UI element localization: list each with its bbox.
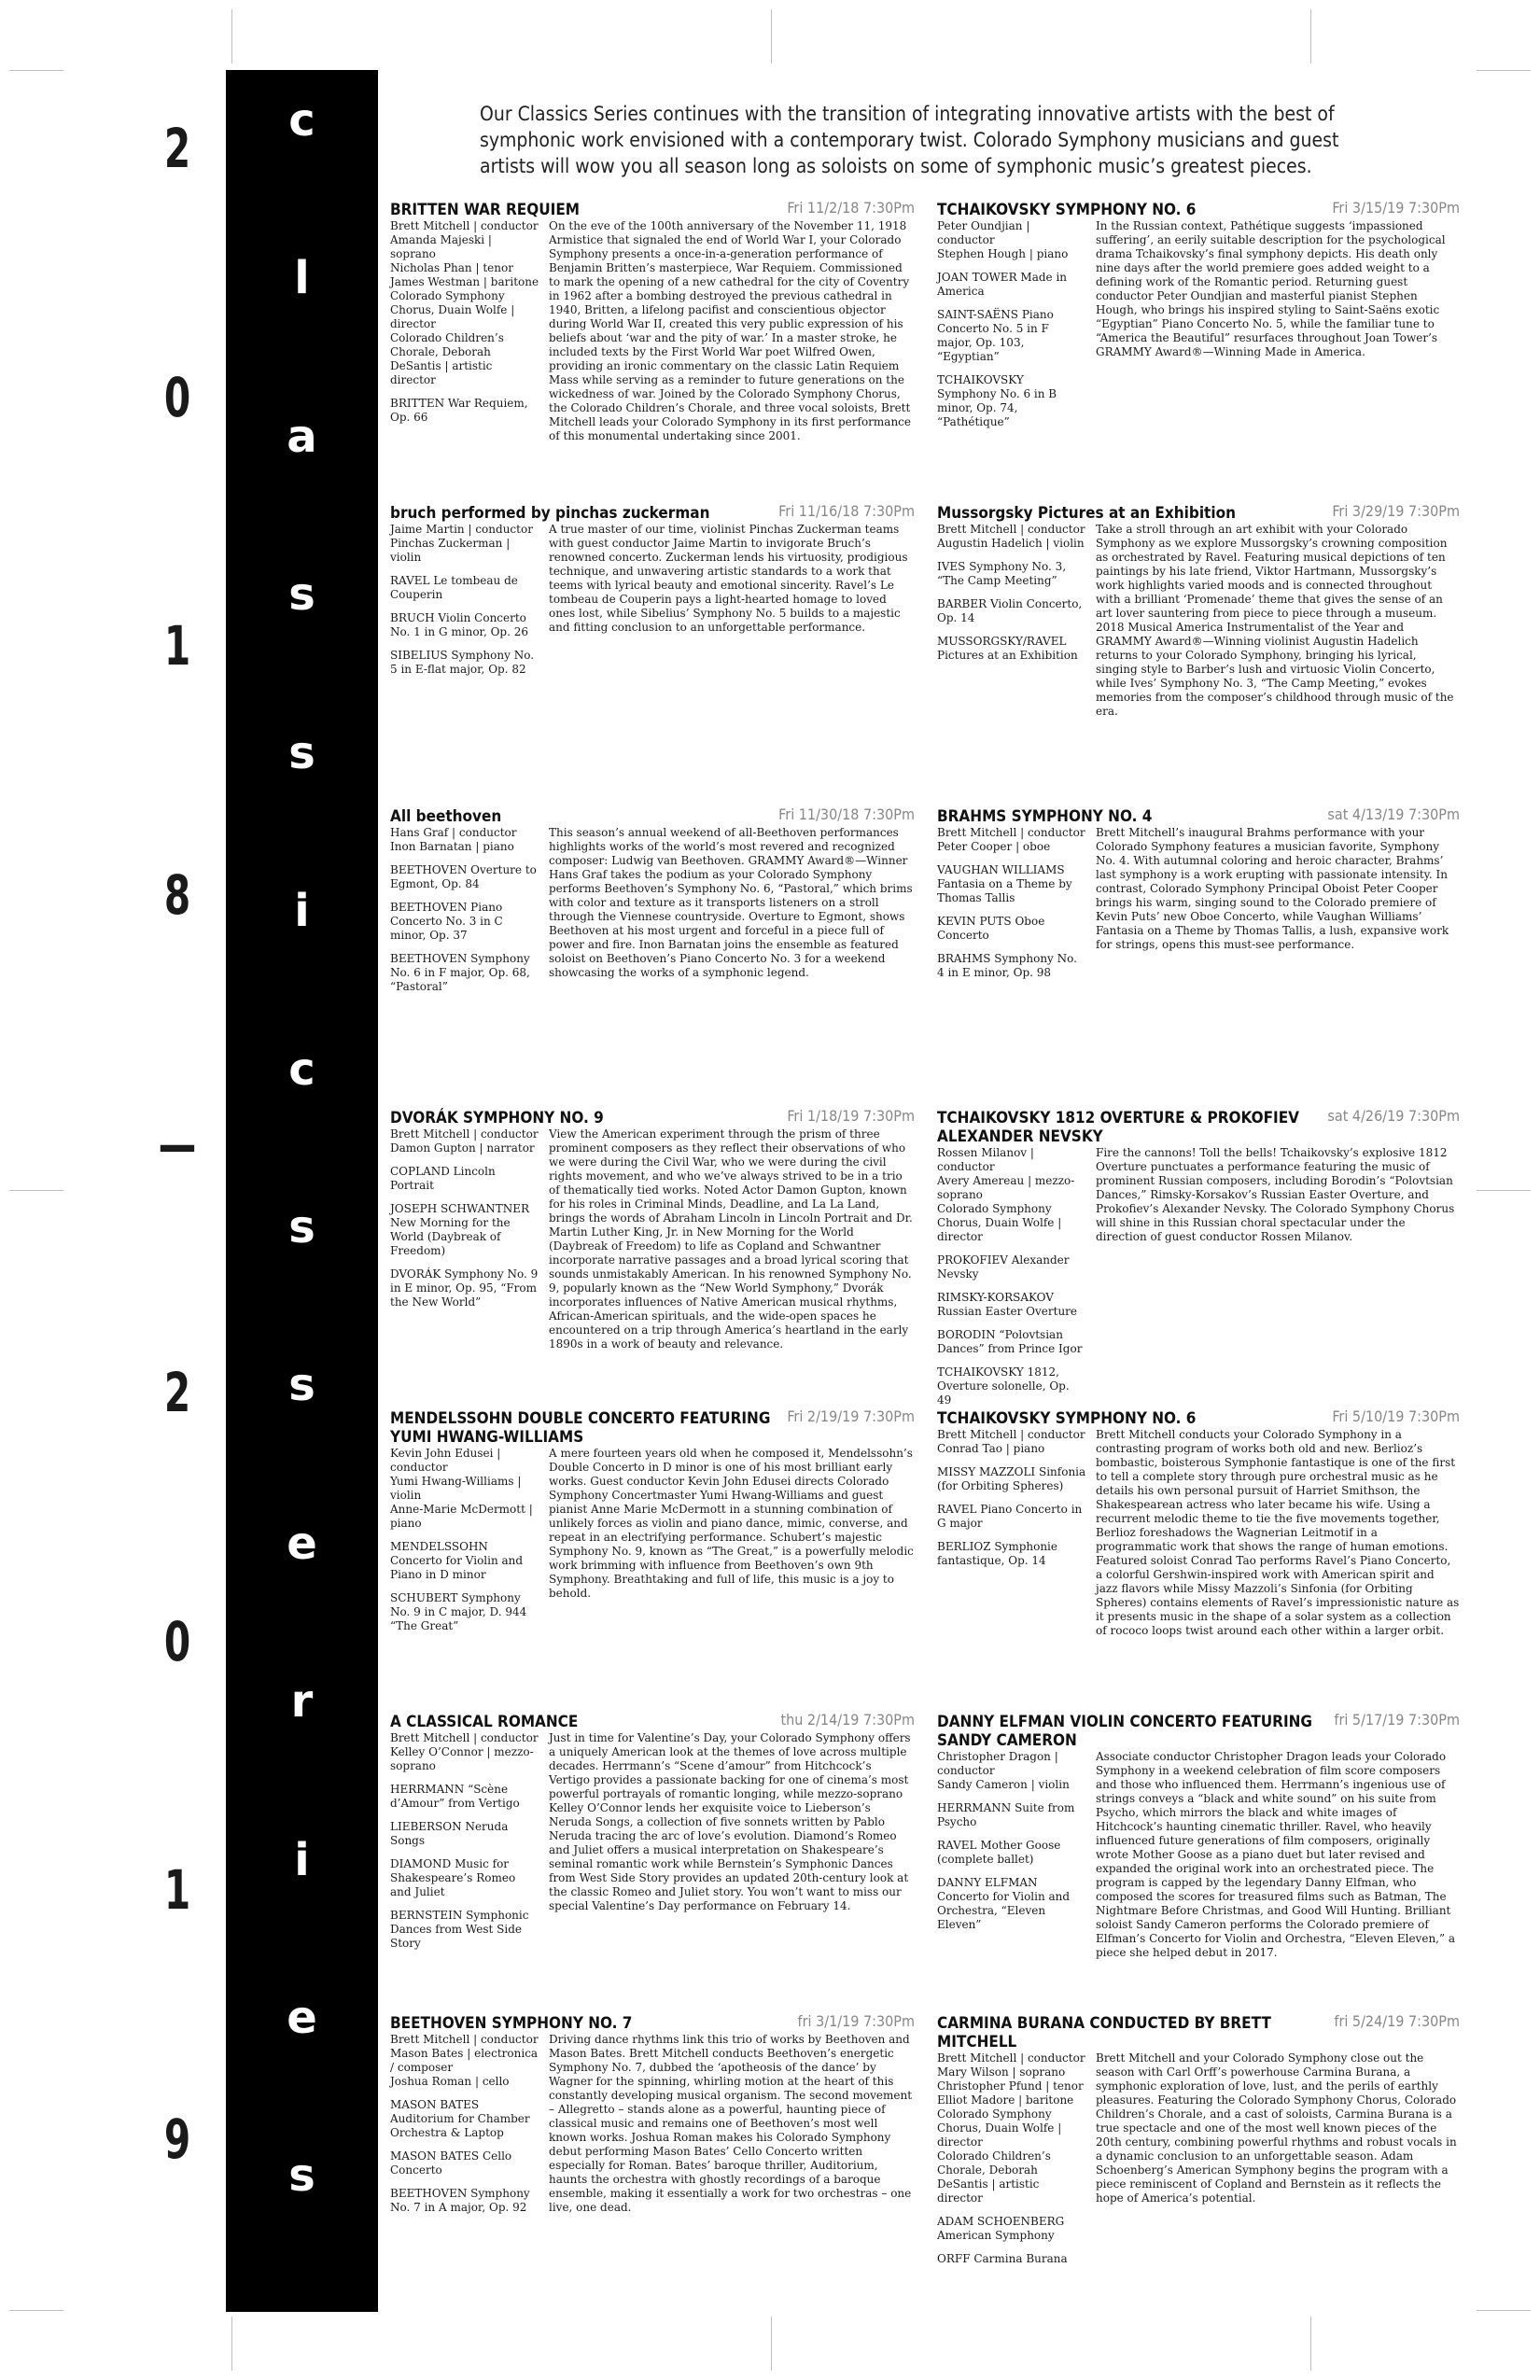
series-letter: s [288, 726, 315, 779]
year-digit: 2 [163, 1361, 191, 1425]
performer-list [937, 1750, 1086, 1792]
concert-credits [390, 2033, 539, 2224]
performer: Christopher Dragon | conductor [937, 1750, 1058, 1777]
performer: Nicholas Phan | tenor [390, 261, 513, 274]
program-piece: DANNY ELFMAN Concerto for Violin and Orchestra, “Eleven Eleven” [937, 1876, 1071, 1931]
performer-list [937, 826, 1086, 854]
program-piece: KEVIN PUTS Oboe Concerto [937, 915, 1045, 942]
series-letter: s [288, 2149, 315, 2203]
concert-credits [937, 826, 1086, 989]
performer: Brett Mitchell | conductor [937, 2051, 1085, 2065]
concert-header [937, 2014, 1460, 2051]
performer: Amanda Majeski | soprano [390, 233, 492, 260]
concert-listing [937, 807, 1460, 989]
crop-mark [1477, 70, 1531, 71]
year-digit: 1 [163, 614, 191, 679]
concert-title: MENDELSSOHN DOUBLE CONCERTO FEATURING YUMI HWANG-WILLIAMS [390, 1409, 771, 1447]
program-piece: BEETHOVEN Overture to Egmont, Op. 84 [390, 863, 537, 890]
concert-description: Take a stroll through an art exhibit with your Colorado Symphony as we explore Mussorgsky’s crowning composition as orchestrated by Ravel. Featuring musical depictions of ten paintings by his late friend, Viktor Hartmann, Mussorgsky’s work highlights varied moods and is connected throughout with a brilliant ‘Promenade’ theme that gives the sense of an art lover sauntering from piece to piece through a museum. 2018 Musical America Instrumentalist of the Year and GRAMMY Award®—Winning violinist Augustin Hadelich returns to your Colorado Symphony, bringing his lyrical, singing style to Barber’s lush and virtuosic Violin Concerto, while Ives’ Symphony No. 3, “The Camp Meeting,” evokes memories from the composer’s childhood through music of the era. [1096, 523, 1454, 718]
program-piece: TCHAIKOVSKY 1812, Overture solonelle, Op. 49 [937, 1365, 1070, 1407]
concert-listing [390, 1409, 915, 1643]
performer-list [937, 523, 1086, 551]
performer: Peter Cooper | oboe [937, 840, 1051, 853]
concert-listing [390, 504, 915, 686]
series-letter: s [288, 1359, 315, 1412]
performer-list [390, 1447, 539, 1531]
crop-mark [771, 2317, 772, 2371]
performer-list [390, 2033, 539, 2089]
concert-title: Mussorgsky Pictures at an Exhibition [937, 504, 1237, 523]
concert-description: Fire the cannons! Toll the bells! Tchaikovsky’s explosive 1812 Overture punctuates a performance featuring the music of prominent Russian composers, including Borodin’s “Polovtsian Dances,” Rimsky-Korsakov’s Russian Easter Overture, and Prokofiev’s Alexander Nevsky. The Colorado Symphony Chorus will shine in this Russian choral spectacular under the direction of guest conductor Rossen Milanov. [1096, 1146, 1455, 1243]
concert-date: fri 5/24/19 7:30Pm [1334, 2012, 1460, 2030]
program-piece: ADAM SCHOENBERG American Symphony [937, 2215, 1065, 2242]
program-piece: PROKOFIEV Alexander Nevsky [937, 1253, 1070, 1281]
concert-description: Brett Mitchell and your Colorado Symphony close out the season with Carl Orff’s powerhouse Carmina Burana, a symphonic exploration of love, lust, and the perils of earthly pleasures. Featuring the Colorado Symphony Chorus, Colorado Children’s Chorale, and a cast of soloists, Carmina Burana is a true spectacle and one of the most well known pieces of the 20th century, combining powerful rhythms and robust vocals in a dynamic conclusion to an unforgettable season. Adam Schoenberg’s American Symphony begins the program with a piece reminiscent of Copland and Bernstein as it reflects the hope of America’s potential. [1096, 2051, 1457, 2205]
year-digit: 8 [163, 862, 191, 927]
concert-credits [937, 2051, 1086, 2275]
program-piece: JOAN TOWER Made in America [937, 271, 1068, 298]
concert-title: A CLASSICAL ROMANCE [390, 1713, 579, 1731]
concert-listing [390, 2014, 915, 2224]
program-piece: BERNSTEIN Symphonic Dances from West Side Story [390, 1909, 529, 1950]
concert-date: Fri 11/16/18 7:30Pm [778, 502, 915, 520]
crop-mark [9, 1190, 63, 1191]
concert-date: Fri 2/19/19 7:30Pm [787, 1407, 915, 1425]
series-letter: e [287, 1517, 317, 1570]
concert-credits [937, 219, 1086, 439]
series-letter: a [287, 410, 317, 463]
performer: Brett Mitchell | conductor [937, 1428, 1085, 1441]
program-piece: RAVEL Piano Concerto in G major [937, 1503, 1083, 1530]
concert-description: Brett Mitchell conducts your Colorado Symphony in a contrasting program of works both old and new. Berlioz’s bombastic, boisterous Symphonie fantastique is one of the first to tell a complete story through pure orchestral music as he details his own personal pursuit of Harriet Smithson, the Shakespearean actress who later became his wife. Using a recurrent melodic theme to tie the five movements together, Berlioz foreshadows the Wagnerian Leitmotif in a programmatic work that shows the range of human emotions. Featured soloist Conrad Tao performs Ravel’s Piano Concerto, a colorful Gershwin-inspired work with American spirit and jazz flavors while Missy Mazzoli’s Sinfonia (for Orbiting Spheres) contains elements of Ravel’s impressionistic nature as it presents music in the shape of a solar system as a collection of rococo loops twist around each other within a larger orbit. [1096, 1428, 1460, 1637]
concert-body [937, 1146, 1460, 1417]
program-piece: DIAMOND Music for Shakespeare’s Romeo and Juliet [390, 1857, 516, 1898]
series-letter: s [288, 1200, 315, 1253]
concert-credits [390, 219, 539, 443]
concert-listing [937, 201, 1460, 439]
performer-list [390, 219, 539, 387]
concert-header [390, 504, 915, 523]
concert-credits [390, 1127, 539, 1351]
year-digit: 2 [163, 117, 191, 180]
program-piece: SCHUBERT Symphony No. 9 in C major, D. 944 “The Great” [390, 1591, 527, 1632]
program-piece: ORFF Carmina Burana [937, 2252, 1068, 2265]
concert-header [937, 201, 1460, 219]
performer: Kevin John Edusei | conductor [390, 1447, 501, 1474]
concert-header [390, 807, 915, 826]
performer: Conrad Tao | piano [937, 1442, 1045, 1455]
program-piece: BARBER Violin Concerto, Op. 14 [937, 597, 1083, 624]
concert-date: Fri 5/10/19 7:30Pm [1332, 1407, 1460, 1425]
performer-list [937, 2051, 1086, 2205]
performer: Augustin Hadelich | violin [937, 537, 1085, 550]
intro-text: Our Classics Series continues with the transition of integrating innovative artists with the best of symphonic work envisioned with a contemporary twist. Colorado Symphony musicians and guest artists will wow you all season long as soloists on some of symphonic music’s greatest pieces. [480, 103, 1339, 177]
program-piece: BEETHOVEN Symphony No. 6 in F major, Op. 68, “Pastoral” [390, 952, 530, 993]
program-piece: HERRMANN Suite from Psycho [937, 1801, 1075, 1828]
series-letter: e [287, 1992, 317, 2045]
concert-listing [937, 1713, 1460, 1960]
concert-title: DANNY ELFMAN VIOLIN CONCERTO FEATURING SANDY CAMERON [937, 1713, 1312, 1750]
concert-header [937, 504, 1460, 523]
concert-listing [390, 1109, 915, 1351]
concert-header [390, 201, 915, 219]
concert-header [937, 1409, 1460, 1428]
concert-body [937, 1750, 1460, 1960]
concert-body [390, 826, 915, 1003]
concert-header [937, 1713, 1460, 1750]
concert-date: fri 3/1/19 7:30Pm [797, 2012, 915, 2030]
program-piece: BORODIN “Polovtsian Dances” from Prince Igor [937, 1328, 1083, 1355]
program-piece: MENDELSSOHN Concerto for Violin and Piano in D minor [390, 1540, 524, 1581]
concert-body [937, 1428, 1460, 1638]
performer-list [390, 1127, 539, 1155]
crop-mark [771, 9, 772, 63]
performer: Colorado Symphony Chorus, Duain Wolfe | director [937, 2107, 1062, 2149]
concert-date: sat 4/26/19 7:30Pm [1327, 1107, 1460, 1125]
concert-description: Just in time for Valentine’s Day, your Colorado Symphony offers a uniquely American look at the themes of love across multiple decades. Herrmann’s “Scene d’amour” from Hitchcock’s Vertigo provides a passionate backing for one of cinema’s most powerful portrayals of romantic longing, while mezzo-soprano Kelley O’Connor lends her exquisite voice to Lieberson’s Neruda Songs, a collection of five sonnets written by Pablo Neruda tracing the arc of love’s evolution. Diamond’s Romeo and Juliet offers a musical interpretation on Shakespeare’s seminal romantic work while Bernstein’s Symphonic Dances from West Side Story provides an updated 20th-century look at the classic Romeo and Juliet story. You won’t want to miss our special Valentine’s Day performance on February 14. [549, 1731, 911, 1912]
concert-description: A mere fourteen years old when he composed it, Mendelssohn’s Double Concerto in D minor is one of his most brilliant early works. Guest conductor Kevin John Edusei directs Colorado Symphony Concertmaster Yumi Hwang-Williams and guest pianist Anne Marie McDermott in a stunning combination of unlikely forces as violin and piano dance, mimic, converse, and repeat in an electrifying performance. Schubert’s majestic Symphony No. 9, known as “The Great,” is a powerfully melodic work brimming with influence from Beethoven’s own 9th Symphony. Breathtaking and full of life, this music is a joy to behold. [549, 1447, 914, 1600]
concert-date: Fri 1/18/19 7:30Pm [787, 1107, 915, 1125]
crop-mark [231, 9, 232, 63]
concert-header [390, 2014, 915, 2033]
performer: Mary Wilson | soprano [937, 2065, 1066, 2079]
concert-description: A true master of our time, violinist Pinchas Zuckerman teams with guest conductor Jaime Martin to invigorate Bruch’s renowned concerto. Zuckerman lends his virtuosity, prodigious technique, and unwavering artistic standards to a work that teems with lyrical beauty and emotional sincerity. Ravel’s Le tombeau de Couperin pays a light-hearted homage to loved ones lost, while Sibelius’ Symphony No. 5 builds to a majestic and fitting conclusion to an unforgettable performance. [549, 523, 908, 634]
series-letter: c [288, 94, 315, 147]
crop-mark [9, 70, 63, 71]
performer: Yumi Hwang-Williams | violin [390, 1475, 522, 1502]
program-piece: BEETHOVEN Piano Concerto No. 3 in C minor, Op. 37 [390, 901, 503, 942]
performer: Mason Bates | electronica / composer [390, 2047, 539, 2074]
concert-title: TCHAIKOVSKY 1812 OVERTURE & PROKOFIEV ALEXANDER NEVSKY [937, 1109, 1300, 1146]
program-piece: VAUGHAN WILLIAMS Fantasia on a Theme by Thomas Tallis [937, 863, 1072, 904]
year-digit: — [158, 1112, 197, 1176]
concert-title: bruch performed by pinchas zuckerman [390, 504, 710, 523]
concert-title: BRAHMS SYMPHONY NO. 4 [937, 807, 1153, 826]
performer-list [390, 1731, 539, 1773]
concert-date: Fri 11/2/18 7:30Pm [787, 199, 915, 217]
performer: Rossen Milanov | conductor [937, 1146, 1034, 1173]
season-year-vertical [140, 117, 215, 2361]
concert-description: In the Russian context, Pathétique suggests ‘impassioned suffering’, an eerily suitable description for the psychological drama Tchaikovsky’s final symphony depicts. His death only nine days after the world premiere goes added weight to a defining work of the Romantic period. Returning guest conductor Peter Oundjian and masterful pianist Stephen Hough, who brings his inspired styling to Saint-Saëns exotic “Egyptian” Piano Concerto No. 5, while the familiar tune to “America the Beautiful” resurfaces throughout Joan Tower’s GRAMMY Award®—Winning Made in America. [1096, 219, 1446, 358]
concert-credits [390, 826, 539, 1003]
concert-body [937, 523, 1460, 719]
concert-date: sat 4/13/19 7:30Pm [1327, 805, 1460, 823]
concert-header [390, 1409, 915, 1447]
program-piece: SIBELIUS Symphony No. 5 in E-flat major, Op. 82 [390, 649, 535, 676]
performer: Brett Mitchell | conductor [937, 523, 1085, 536]
performer: Stephen Hough | piano [937, 247, 1069, 260]
concert-title: BRITTEN WAR REQUIEM [390, 201, 581, 219]
crop-mark [9, 2310, 63, 2311]
program-piece: BRAHMS Symphony No. 4 in E minor, Op. 98 [937, 952, 1077, 979]
performer: Jaime Martin | conductor [390, 523, 533, 536]
performer-list [937, 1146, 1086, 1244]
performer: Inon Barnatan | piano [390, 840, 514, 853]
concert-body [390, 2033, 915, 2224]
performer: Colorado Symphony Chorus, Duain Wolfe | director [937, 1202, 1062, 1243]
concert-body [390, 523, 915, 686]
performer: Brett Mitchell | conductor [390, 219, 539, 232]
performer: Avery Amereau | mezzo-soprano [937, 1174, 1075, 1201]
concert-listing [390, 201, 915, 443]
program-piece: BEETHOVEN Symphony No. 7 in A major, Op. 92 [390, 2187, 530, 2214]
program-piece: BRITTEN War Requiem, Op. 66 [390, 397, 528, 424]
concert-title: DVORÁK SYMPHONY NO. 9 [390, 1109, 604, 1127]
program-piece: MISSY MAZZOLI Sinfonia (for Orbiting Spheres) [937, 1465, 1086, 1492]
concert-body [937, 2051, 1460, 2275]
program-piece: MUSSORGSKY/RAVEL Pictures at an Exhibition [937, 635, 1078, 662]
concert-credits [390, 523, 539, 686]
concert-body [390, 1447, 915, 1643]
concert-date: Fri 3/29/19 7:30Pm [1332, 502, 1460, 520]
concert-credits [937, 523, 1086, 719]
concert-listing [937, 1109, 1460, 1417]
program-piece: TCHAIKOVSKY Symphony No. 6 in B minor, Op. 74, “Pathétique” [937, 373, 1057, 428]
program-piece: BERLIOZ Symphonie fantastique, Op. 14 [937, 1540, 1057, 1567]
series-letter: i [294, 1833, 310, 1886]
concert-body [937, 219, 1460, 439]
concert-title: BEETHOVEN SYMPHONY NO. 7 [390, 2014, 633, 2033]
concert-title: TCHAIKOVSKY SYMPHONY NO. 6 [937, 201, 1197, 219]
performer: Damon Gupton | narrator [390, 1141, 535, 1155]
concert-header [937, 1109, 1460, 1146]
concert-listing [937, 504, 1460, 719]
performer: Pinchas Zuckerman | violin [390, 537, 511, 564]
crop-mark [1310, 9, 1311, 63]
program-piece: DVORÁK Symphony No. 9 in E minor, Op. 95, “From the New World” [390, 1267, 539, 1309]
concert-description: On the eve of the 100th anniversary of the November 11, 1918 Armistice that signaled the end of World War I, your Colorado Symphony presents a once-in-a-generation performance of Benjamin Britten’s masterpiece, War Requiem. Commissioned to mark the opening of a new cathedral for the city of Coventry in 1962 after a bombing destroyed the previous cathedral in 1940, Britten, a lifelong pacifist and conscientious objector during World War II, created this very public expression of his beliefs about ‘war and the pity of war.’ In a master stroke, he included texts by the First World War poet Wilfred Owen, providing an ironic commentary on the classic Latin Requiem Mass while serving as a reminder to future generations on the wickedness of war. Joined by the Colorado Symphony Chorus, the Colorado Children’s Chorale, and three vocal soloists, Brett Mitchell leads your Colorado Symphony in its first performance of this monumental undertaking since 2001. [549, 219, 911, 442]
concert-credits [937, 1146, 1086, 1417]
performer: Joshua Roman | cello [390, 2075, 510, 2088]
concert-header [390, 1713, 915, 1731]
concert-credits [390, 1731, 539, 1960]
performer: Hans Graf | conductor [390, 826, 517, 839]
concert-body [937, 826, 1460, 989]
crop-mark [1477, 1190, 1531, 1191]
program-piece: RAVEL Mother Goose (complete ballet) [937, 1839, 1061, 1866]
series-letter: r [290, 1675, 314, 1729]
performer: Colorado Symphony Chorus, Duain Wolfe | director [390, 289, 515, 330]
series-letter: l [294, 252, 310, 305]
performer-list [390, 826, 539, 854]
concert-body [390, 1731, 915, 1960]
performer: Colorado Children’s Chorale, Deborah DeSantis | artistic director [937, 2149, 1051, 2205]
concert-description: Associate conductor Christopher Dragon leads your Colorado Symphony in a weekend celebration of film score composers and those who influenced them. Herrmann’s ingenious use of strings conveys a “black and white sound” on his suite from Psycho, which mirrors the black and white images of Hitchcock’s haunting cinematic thriller. Ravel, who heavily influenced future generations of film composers, originally wrote Mother Goose as a piano duet but later revised and expanded the original work into an orchestrated piece. The program is capped by the legendary Danny Elfman, who composed the scores for treasured films such as Batman, The Nightmare Before Christmas, and Good Will Hunting. Brilliant soloist Sandy Cameron performs the Colorado premiere of Elfman’s Concerto for Violin and Orchestra, “Eleven Eleven,” a piece she helped debut in 2017. [1096, 1750, 1456, 1959]
crop-mark [231, 2317, 232, 2371]
concert-listing [937, 1409, 1460, 1638]
performer: Elliot Madore | baritone [937, 2093, 1074, 2107]
program-piece: RIMSKY-KORSAKOV Russian Easter Overture [937, 1291, 1078, 1318]
year-digit: 0 [163, 1609, 191, 1673]
series-letter: c [288, 1043, 315, 1096]
performer: Kelley O’Connor | mezzo-soprano [390, 1745, 534, 1772]
concert-date: Fri 11/30/18 7:30Pm [778, 805, 915, 823]
performer: Sandy Cameron | violin [937, 1778, 1070, 1791]
concert-description: Driving dance rhythms link this trio of works by Beethoven and Mason Bates. Brett Mitchell conducts Beethoven’s energetic Symphony No. 7, dubbed the ‘apotheosis of the dance’ by Wagner for the spinning, whirling motion at the heart of this constantly developing musical organism. The second movement – Allegretto – stands alone as a powerful, haunting piece of classical music and remains one of Beethoven’s most well known works. Joshua Roman makes his Colorado Symphony debut performing Mason Bates’ Cello Concerto written especially for Roman. Bates’ baroque thriller, Auditorium, haunts the orchestra with ghostly recordings of a baroque ensemble, making it essentially a work for two orchestras – one live, one dead. [549, 2033, 913, 2214]
performer: Brett Mitchell | conductor [390, 2033, 539, 2046]
concert-date: thu 2/14/19 7:30Pm [780, 1711, 915, 1729]
program-piece: MASON BATES Auditorium for Chamber Orchestra & Laptop [390, 2098, 530, 2139]
series-title-vertical [226, 94, 378, 2312]
concert-header [390, 1109, 915, 1127]
crop-mark [1477, 2310, 1531, 2311]
series-letter: s [288, 568, 315, 622]
performer: Brett Mitchell | conductor [390, 1127, 539, 1141]
program-piece: JOSEPH SCHWANTNER New Morning for the World (Daybreak of Freedom) [390, 1202, 530, 1257]
concert-credits [937, 1428, 1086, 1638]
program-piece: COPLAND Lincoln Portrait [390, 1165, 496, 1192]
program-piece: RAVEL Le tombeau de Couperin [390, 574, 518, 601]
performer-list [937, 219, 1086, 261]
performer: James Westman | baritone [390, 275, 539, 288]
concert-title: All beethoven [390, 807, 502, 826]
concert-date: Fri 3/15/19 7:30Pm [1332, 199, 1460, 217]
performer: Brett Mitchell | conductor [390, 1731, 539, 1744]
program-piece: HERRMANN “Scène d’Amour” from Vertigo [390, 1783, 520, 1810]
concert-body [390, 1127, 915, 1351]
concert-listing [390, 1713, 915, 1960]
performer-list [937, 1428, 1086, 1456]
year-digit: 0 [163, 365, 191, 429]
crop-mark [1310, 2317, 1311, 2371]
year-digit: 1 [163, 1858, 191, 1923]
concert-credits [937, 1750, 1086, 1960]
concert-title: TCHAIKOVSKY SYMPHONY NO. 6 [937, 1409, 1197, 1428]
concert-body [390, 219, 915, 443]
program-piece: SAINT-SAËNS Piano Concerto No. 5 in F major, Op. 103, “Egyptian” [937, 308, 1054, 363]
program-piece: MASON BATES Cello Concerto [390, 2149, 512, 2177]
performer: Brett Mitchell | conductor [937, 826, 1085, 839]
concert-description: This season’s annual weekend of all-Beethoven performances highlights works of the world’s most revered and recognized composer: Ludwig van Beethoven. GRAMMY Award®—Winner Hans Graf takes the podium as your Colorado Symphony performs Beethoven’s Symphony No. 6, “Pastoral,” which brims with color and texture as it transports listeners on a stroll through the Viennese countryside. Overture to Egmont, shows Beethoven at his most urgent and forceful in a piece full of power and fire. Inon Barnatan joins the ensemble as featured soloist on Beethoven’s Piano Concerto No. 3 for a weekend showcasing the works of a symphonic legend. [549, 826, 913, 979]
series-title-bar [226, 70, 378, 2312]
performer: Peter Oundjian | conductor [937, 219, 1030, 246]
performer: Anne-Marie McDermott | piano [390, 1503, 533, 1530]
concert-title: CARMINA BURANA CONDUCTED BY BRETT MITCHELL [937, 2014, 1271, 2051]
program-piece: LIEBERSON Neruda Songs [390, 1820, 509, 1847]
concert-listing [937, 2014, 1460, 2275]
concert-description: View the American experiment through the prism of three prominent composers as they reflect their observations of who we were during the Civil War, who we were during the civil rights movement, and who we’ve always strived to be in a trio of thematically tied works. Noted Actor Damon Gupton, known for his roles in Criminal Minds, Deadline, and La La Land, brings the words of Abraham Lincoln in Lincoln Portrait and Dr. Martin Luther King, Jr. in New Morning for the World (Daybreak of Freedom) to life as Copland and Schwantner incorporate narrative passages and a broad lyrical scoring that sounds unmistakably American. In his renowned Symphony No. 9, popularly known as the “New World Symphony,” Dvorák incorporates influences of Native American musical rhythms, African-American spirituals, and the wide-open spaces he encountered on a trip through America’s heartland in the early 1890s in a work of beauty and relevance. [549, 1127, 913, 1351]
series-letter: i [294, 885, 310, 938]
year-digit: 9 [163, 2107, 191, 2171]
concert-credits [390, 1447, 539, 1643]
performer: Colorado Children’s Chorale, Deborah DeSantis | artistic director [390, 331, 504, 386]
concert-listing [390, 807, 915, 1003]
program-piece: IVES Symphony No. 3, “The Camp Meeting” [937, 560, 1067, 587]
concert-header [937, 807, 1460, 826]
concert-description: Brett Mitchell’s inaugural Brahms performance with your Colorado Symphony features a musician favorite, Symphony No. 4. With autumnal coloring and heroic character, Brahms’ last symphony is a work erupting with passionate intensity. In contrast, Colorado Symphony Principal Oboist Peter Cooper brings his warm, singing sound to the Colorado premiere of Kevin Puts’ new Oboe Concerto, while Vaughan Williams’ Fantasia on a Theme by Thomas Tallis, a lush, expansive work for strings, opens this must-see performance. [1096, 826, 1449, 951]
performer: Christopher Pfund | tenor [937, 2079, 1084, 2093]
concert-date: fri 5/17/19 7:30Pm [1334, 1711, 1460, 1729]
program-piece: BRUCH Violin Concerto No. 1 in G minor, Op. 26 [390, 611, 529, 638]
performer-list [390, 523, 539, 565]
